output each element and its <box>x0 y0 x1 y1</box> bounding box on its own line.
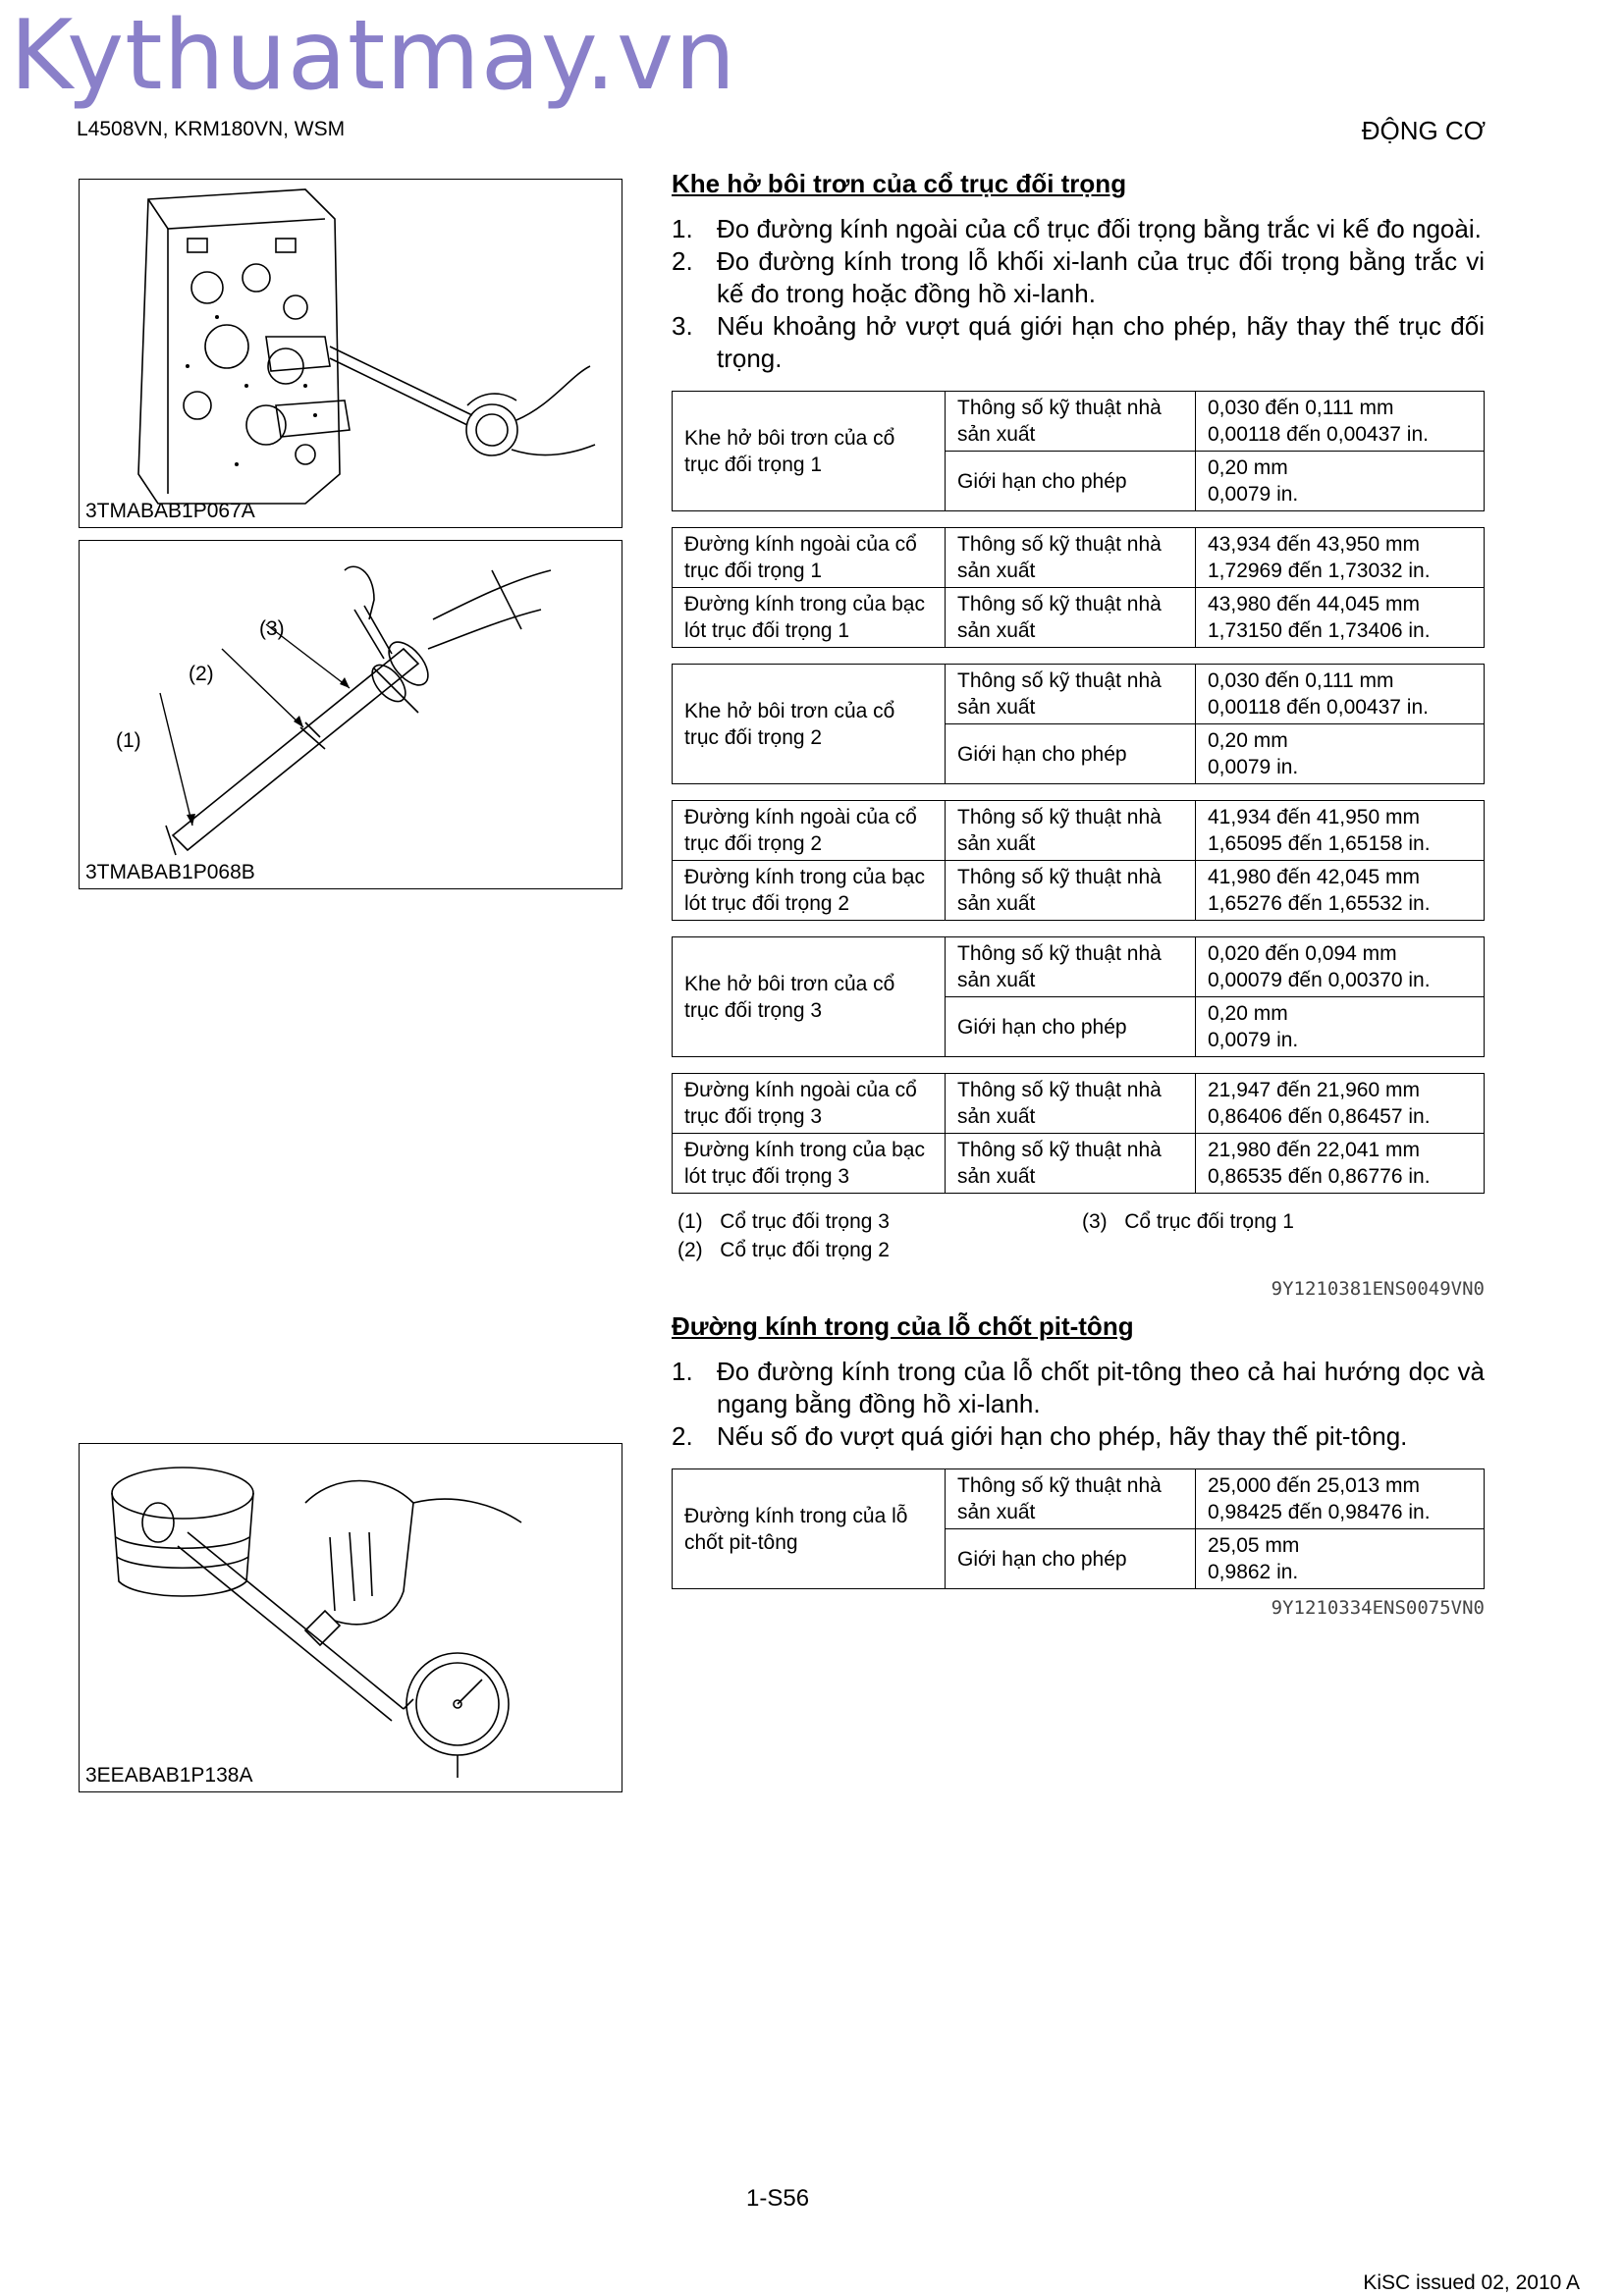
callout-label-2: (2) <box>189 663 214 685</box>
spec-table-clearance-3: Khe hở bôi trơn của cổ trục đối trọng 3 Thông số kỹ thuật nhà sản xuất 0,020 đến 0,094 mm 0,00079 đến 0,00370 in. Giới hạn cho phép 0,20 mm 0,0079 in. <box>672 936 1485 1057</box>
figure-engine-block <box>79 179 622 528</box>
step: 3. Nếu khoảng hở vượt quá giới hạn cho phép, hãy thay thế trục đối trọng. <box>672 311 1485 373</box>
issue-note: KiSC issued 02, 2010 A <box>1363 2271 1580 2294</box>
legend-item: (3) Cổ trục đối trọng 1 <box>1082 1210 1294 1233</box>
balancer-shaft-illustration <box>80 541 622 889</box>
spec-table-piston-pin-bore: Đường kính trong của lỗ chốt pit-tông Thông số kỹ thuật nhà sản xuất 25,000 đến 25,013 mm 0,98425 đến 0,98476 in. Giới hạn cho phép 25,05 mm 0,9862 in. <box>672 1468 1485 1589</box>
main-content <box>672 169 1485 1619</box>
callout-label-1: (1) <box>116 729 141 752</box>
step: 2. Nếu số đo vượt quá giới hạn cho phép, hãy thay thế pit-tông. <box>672 1421 1408 1451</box>
step: 1. Đo đường kính trong của lỗ chốt pit-tông theo cả hai hướng dọc và ngang bằng đồng hồ xi-lanh. <box>672 1357 1485 1418</box>
figure-legend <box>672 1207 1485 1264</box>
figure-balancer-shaft <box>79 540 622 889</box>
figure-caption: 3EEABAB1P138A <box>85 1764 253 1787</box>
header-section: ĐỘNG CƠ <box>1361 116 1486 145</box>
spec-table-clearance-1: Khe hở bôi trơn của cổ trục đối trọng 1 Thông số kỹ thuật nhà sản xuất 0,030 đến 0,111 mm 0,00118 đến 0,00437 in. Giới hạn cho phép 0,20 mm 0,0079 in. <box>672 391 1485 511</box>
watermark: Kythuatmay.vn <box>10 0 737 112</box>
spec-table-diameter-2: Đường kính ngoài của cổ trục đối trọng 2 Thông số kỹ thuật nhà sản xuất 41,934 đến 41,950 mm 1,65095 đến 1,65158 in. Đường kính trong của bạc lót trục đối trọng 2 Thông số kỹ thuật nhà sản xuất 41,980 đến 42,045 mm 1,65276 đến 1,65532 in. <box>672 800 1485 921</box>
section1-code: 9Y1210381ENS0049VN0 <box>1271 1278 1485 1300</box>
step: 2. Đo đường kính trong lỗ khối xi-lanh của trục đối trọng bằng trắc vi kế đo trong hoặc đồng hồ xi-lanh. <box>672 246 1485 308</box>
section2-title: Đường kính trong của lỗ chốt pit-tông <box>672 1311 1134 1341</box>
figure-caption: 3TMABAB1P068B <box>85 861 255 883</box>
piston-illustration <box>80 1444 622 1792</box>
header-doc-code: L4508VN, KRM180VN, WSM <box>77 118 346 140</box>
spec-table-clearance-2: Khe hở bôi trơn của cổ trục đối trọng 2 Thông số kỹ thuật nhà sản xuất 0,030 đến 0,111 mm 0,00118 đến 0,00437 in. Giới hạn cho phép 0,20 mm 0,0079 in. <box>672 664 1485 784</box>
section1-title: Khe hở bôi trơn của cổ trục đối trọng <box>672 169 1127 198</box>
section2-steps <box>672 1356 1485 1453</box>
figure-caption: 3TMABAB1P067A <box>85 500 255 522</box>
legend-item: (2) Cổ trục đối trọng 2 <box>677 1239 890 1261</box>
section1-steps <box>672 213 1485 375</box>
section2-code: 9Y1210334ENS0075VN0 <box>1271 1597 1485 1619</box>
spec-table-diameter-3: Đường kính ngoài của cổ trục đối trọng 3 Thông số kỹ thuật nhà sản xuất 21,947 đến 21,960 mm 0,86406 đến 0,86457 in. Đường kính trong của bạc lót trục đối trọng 3 Thông số kỹ thuật nhà sản xuất 21,980 đến 22,041 mm 0,86535 đến 0,86776 in. <box>672 1073 1485 1194</box>
legend-item: (1) Cổ trục đối trọng 3 <box>677 1210 890 1233</box>
page-number: 1-S56 <box>746 2185 810 2212</box>
callout-label-3: (3) <box>259 617 285 640</box>
figure-piston <box>79 1443 622 1792</box>
spec-table-diameter-1: Đường kính ngoài của cổ trục đối trọng 1 Thông số kỹ thuật nhà sản xuất 43,934 đến 43,950 mm 1,72969 đến 1,73032 in. Đường kính trong của bạc lót trục đối trọng 1 Thông số kỹ thuật nhà sản xuất 43,980 đến 44,045 mm 1,73150 đến 1,73406 in. <box>672 527 1485 648</box>
step: 1. Đo đường kính ngoài của cổ trục đối trọng bằng trắc vi kế đo ngoài. <box>672 214 1482 243</box>
engine-block-illustration <box>80 180 622 528</box>
